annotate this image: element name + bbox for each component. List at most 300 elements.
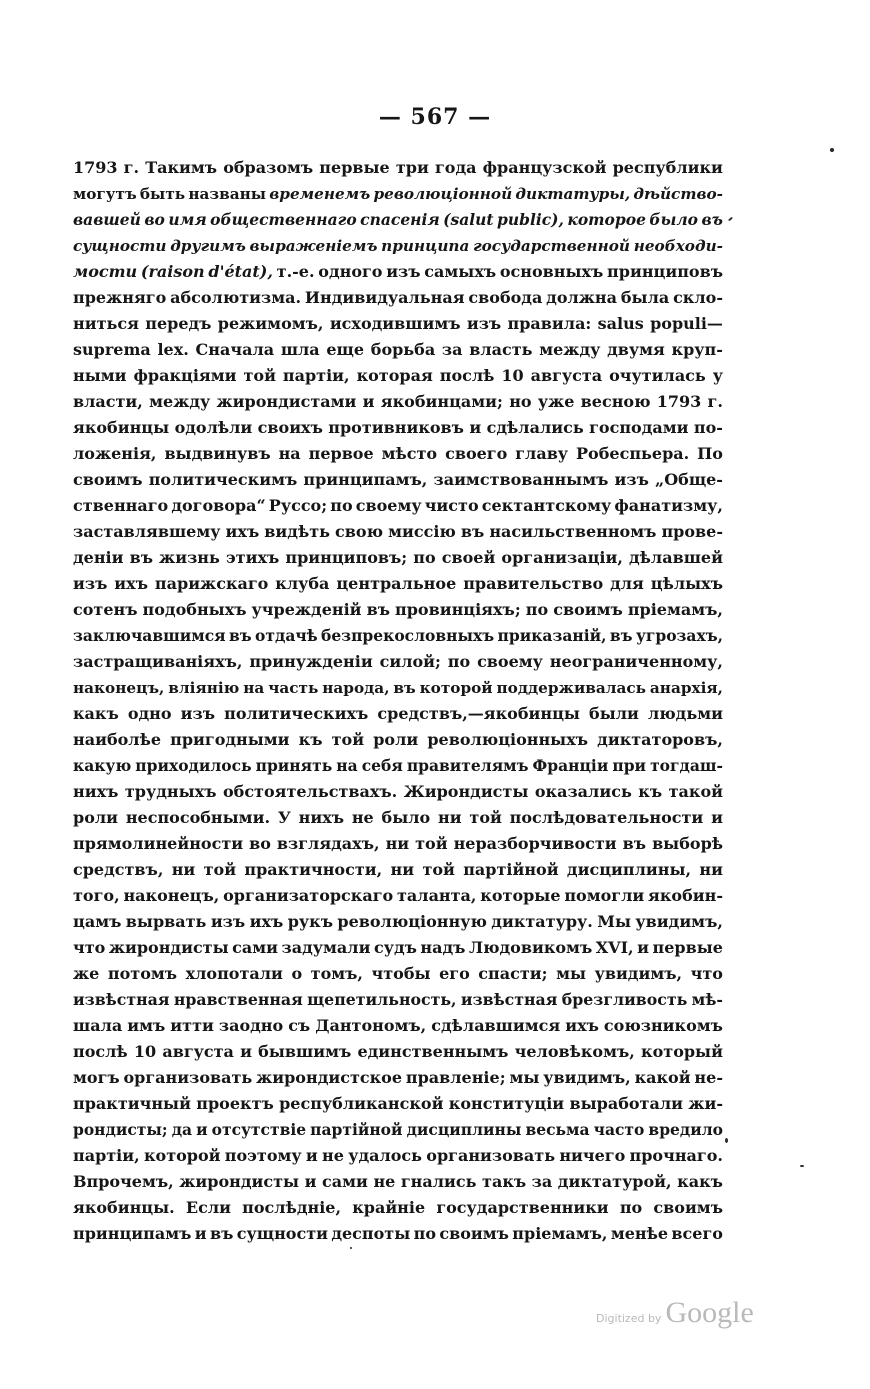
text-line [73,571,723,597]
text-word: главу [515,444,569,463]
text-word: таланта, [397,886,477,905]
text-word: да [171,1120,193,1139]
text-word: шла [280,340,320,359]
text-word: этихъ [225,548,280,567]
text-word: ихъ [565,1016,599,1035]
text-word: сотенъ [73,600,138,619]
text-word: якобинцы [73,418,170,437]
text-word: Дантономъ, [315,1016,427,1035]
page-number: — 567 — [378,104,492,130]
text-word: изъ [614,470,649,489]
text-word: всего [671,1224,723,1243]
text-word: по [525,600,549,619]
text-word: хлопотали [185,964,283,983]
text-word: французской [482,158,607,177]
text-word: не [373,1172,396,1191]
text-word: извѣстная [73,990,170,1009]
text-word: должна [546,288,618,307]
text-word: У [277,808,291,827]
text-word: по- [693,418,723,437]
text-word: первые [319,158,390,177]
text-word: populi— [650,314,723,333]
text-word: партійной [310,1120,403,1139]
text-word: первое [308,444,374,463]
text-word: Впрочемъ, [73,1172,174,1191]
text-word: людьми [647,704,723,723]
text-word: поэтому [224,1146,302,1165]
text-word: принциповъ; [285,548,408,567]
text-word: задумали [281,938,371,957]
text-word: имя [168,210,207,229]
text-word: прежняго [73,288,167,307]
text-word: своимъ [653,1198,723,1217]
text-word: ни [699,860,723,879]
text-word: фанатизму, [614,496,723,515]
text-word: нихъ [73,782,119,801]
text-word: г. [123,158,140,177]
text-word: временемъ [269,185,371,203]
text-word: республиканской [279,1094,444,1113]
text-word: сдѣлались [486,418,584,437]
text-word: пріемамъ, [627,600,723,619]
text-word: ственнаго [73,496,169,515]
text-word: той [415,834,448,853]
text-word: ихъ [225,522,260,541]
text-word: во [249,834,271,853]
text-line [73,1091,723,1117]
text-word: парижскаго [154,574,269,593]
text-word: прямолинейности [73,834,244,853]
text-word: центральное [336,574,457,593]
text-word: борьба [370,340,436,359]
text-word: якобинцами; [380,392,503,411]
text-word: деспоты [331,1224,411,1243]
text-word: двумя [607,340,665,359]
text-word: правителямъ [406,756,529,775]
text-word: неограниченному, [549,652,723,671]
text-word: какъ [73,704,119,723]
text-word: своимъ [439,1224,509,1243]
text-word: политическихъ [224,704,369,723]
text-word: партіи, [282,366,350,385]
text-word: какую [73,756,132,775]
text-line [73,857,723,883]
text-word: той [243,366,276,385]
text-line [73,363,723,389]
text-word: и [304,1172,317,1191]
text-word: выраженіемъ [249,237,378,255]
text-word: 10 [133,1042,157,1061]
text-word: выдвинувъ [164,444,271,463]
text-line [73,805,723,831]
text-word: Франціи [532,756,609,775]
text-word: роли [373,730,419,749]
scan-speck [725,1138,728,1143]
text-word: часть [268,679,319,697]
text-word: застращиваніяхъ, [73,652,243,671]
text-word: могутъ [73,185,137,203]
text-word: неспособными. [125,808,271,827]
text-line [73,415,723,441]
text-line [73,935,723,961]
text-word: рондисты; [73,1120,168,1139]
text-word: Индивидуальная [304,288,465,307]
text-word: скло- [673,288,723,307]
text-word: изъ [73,574,108,593]
text-word: въ [366,600,390,619]
text-word: Такимъ [145,158,218,177]
text-word: по [447,652,471,671]
text-word: цамъ [73,912,122,931]
text-word: принять [255,756,333,775]
text-word: видѣть [264,522,330,541]
text-word: весьма [525,1120,590,1139]
text-word: его [439,964,470,983]
text-word: договора“ [171,496,266,515]
text-word: Людовикомъ [468,938,593,957]
text-word: въ [622,834,647,853]
text-word: круп- [671,340,723,359]
text-line [73,519,723,545]
text-word: якобин- [648,886,723,905]
text-word: наконецъ, [73,679,165,697]
text-word: средствъ,—якобинцы [377,704,580,723]
text-word: чисто [424,496,479,515]
text-word: за [441,340,463,359]
text-line [73,1169,723,1195]
text-word: принципа [381,237,470,255]
text-word: пригодными [170,730,290,749]
text-word: 10 [501,366,524,385]
text-word: партіи, [73,1146,140,1165]
text-word: поддерживалась [496,679,646,697]
text-word: приказаній, [497,626,607,645]
scan-speck [830,148,834,152]
text-word: основныхъ [499,262,604,281]
text-word: государственники [436,1198,609,1217]
text-line [73,233,723,259]
text-word: щепетильность, [307,990,457,1009]
text-word: передъ [145,314,212,333]
text-word: мы [509,1068,540,1087]
text-line [73,493,723,519]
text-line [73,207,723,233]
text-word: и [305,1146,318,1165]
text-word: самыхъ [424,262,497,281]
text-word: практичный [73,1094,191,1113]
text-word: отсутствіе [211,1120,307,1139]
text-word: своему [477,652,543,671]
text-word: не [322,1146,344,1165]
text-word: которой [143,1146,221,1165]
text-word: ложенія, [73,444,157,463]
text-word: къ [298,730,323,749]
text-word: подобныхъ [142,600,247,619]
text-word: обстоятельствахъ. [222,782,398,801]
text-word: изъ [386,262,421,281]
text-line [73,1039,723,1065]
text-word: который [641,1042,723,1061]
text-word: цѣлыхъ [650,574,723,593]
text-word: ничего [559,1146,626,1165]
text-line [73,259,723,285]
text-word: революціонной [373,185,513,203]
text-word: года [434,158,477,177]
text-word: уже [537,392,575,411]
text-word: была [620,288,670,307]
text-word: фракціями [133,366,237,385]
text-word: гнались [400,1172,477,1191]
text-line [73,831,723,857]
text-word: какой [634,1068,691,1087]
text-word: республики [612,158,723,177]
text-word: по [619,1198,643,1217]
text-line [73,1195,723,1221]
text-word: такъ [482,1172,527,1191]
text-word: своимъ [73,470,143,489]
text-word: названы [188,185,267,203]
text-word: одно [127,704,172,723]
text-word: взглядахъ, [276,834,380,853]
text-line [73,753,723,779]
text-word: не [351,808,374,827]
text-word: въ [229,626,252,645]
text-word: роли [73,808,119,827]
text-word: (salut [443,210,494,229]
text-word: вырвать [125,912,207,931]
text-line [73,623,723,649]
text-word: которые [480,886,561,905]
text-word: безпрекословныхъ [320,626,495,645]
text-word: власти, [73,392,143,411]
text-word: ни [385,834,410,853]
text-word: учрежденій [251,600,362,619]
text-word: было [381,808,431,827]
text-word: прове- [661,522,723,541]
text-word: свою [335,522,383,541]
text-word: могъ [73,1068,120,1087]
text-word: увидимъ, [635,912,723,931]
text-word: революціонную [337,912,487,931]
text-word: того, [73,886,120,905]
scan-speck [350,1247,352,1249]
text-word: изъ [210,912,246,931]
text-word: своей [441,548,496,567]
text-line [73,155,723,181]
text-word: принужденіи [249,652,373,671]
digitized-by-google-watermark [596,1296,754,1330]
text-line [73,1117,723,1143]
text-word: государственной [473,237,631,255]
text-word: проектъ [196,1094,274,1113]
text-word: и [194,1224,207,1243]
text-line [73,389,723,415]
text-word: правительство [463,574,604,593]
text-word: какъ [677,1172,723,1191]
text-word: на [278,444,301,463]
text-word: конституціи [448,1094,565,1113]
text-word: своимъ [553,600,623,619]
text-word: провинціяхъ; [395,600,521,619]
text-word: по [330,496,353,515]
text-word: деніи [73,548,124,567]
text-word: изъ [466,314,502,333]
text-word: ихъ [114,574,148,593]
text-word: дѣйство- [633,185,723,203]
text-word: народа, [322,679,390,697]
text-word: еще [326,340,365,359]
text-word: принципамъ, [303,470,428,489]
text-word: о [291,964,303,983]
text-line [73,597,723,623]
text-word: организаціи, [501,548,623,567]
text-word: отдачѣ [255,626,318,645]
text-word: потомъ [107,964,178,983]
text-word: принциповъ [607,262,723,281]
text-word: помогли [564,886,645,905]
google-logo-text: Google [665,1296,754,1329]
text-word: Мы [597,912,631,931]
text-line [73,1065,723,1091]
text-word: той [469,808,502,827]
text-word: дѣлавшей [629,548,723,567]
text-word: сдѣлавшимся [431,1016,561,1035]
text-word: наконецъ, [123,886,220,905]
text-word: ни [171,860,196,879]
text-word: жи- [688,1094,723,1113]
text-word: жирондисты [179,1172,300,1191]
text-word: принципамъ [73,1224,192,1243]
text-word: свобода [468,288,543,307]
text-word: жизнь [159,548,220,567]
text-word: (raison [140,262,205,281]
text-word: миссію [388,522,456,541]
text-word: къ [638,782,663,801]
text-word: вліянію [168,679,240,697]
text-word: которое [567,210,646,229]
text-word: что [690,964,723,983]
text-word: средствъ, [73,860,164,879]
text-word: другимъ [170,237,246,255]
text-word: сами [232,938,279,957]
text-word: бывшимъ [258,1042,352,1061]
text-word: г. [707,392,723,411]
text-word: августа [162,1042,234,1061]
text-line [73,311,723,337]
text-word: XVI, [595,938,634,957]
text-line [73,987,723,1013]
text-word: диктатуру. [491,912,593,931]
text-word: быть [139,185,186,203]
text-line [73,337,723,363]
text-word: первые [652,938,723,957]
text-word: политическимъ [148,470,298,489]
text-word: salus [597,314,644,333]
text-word: клуба [275,574,330,593]
text-word: послѣ [73,1042,128,1061]
text-word: единственнымъ [357,1042,509,1061]
text-word: той [203,860,237,879]
text-word: и [711,808,723,827]
text-line [73,883,723,909]
text-word: власть [469,340,533,359]
text-word: же [73,964,100,983]
text-line [73,1013,723,1039]
text-word: августа [530,366,603,385]
text-word: но [509,392,532,411]
text-word: послѣ [439,366,495,385]
text-word: силой; [379,652,441,671]
text-line [73,1143,723,1169]
text-word: тогдаш- [650,756,723,775]
text-word: жирондистское [256,1068,403,1087]
text-word: заодно [218,1016,284,1035]
text-word: весною [580,392,651,411]
text-word: судъ [373,938,417,957]
text-word: партійной [463,860,559,879]
text-word: Сначала [195,340,275,359]
scan-speck [800,1165,804,1167]
text-word: крайніе [352,1198,426,1217]
text-word: 1793 [73,158,118,177]
text-word: чтобы [371,964,431,983]
text-word: мости [73,262,138,281]
text-word: заставлявшему [73,522,221,541]
text-word: очутилась [609,366,706,385]
text-line [73,779,723,805]
text-word: не- [694,1068,723,1087]
text-line [73,545,723,571]
text-word: мы [556,964,587,983]
text-word: той [331,730,365,749]
text-word: удалось [348,1146,423,1165]
text-word: господами [589,418,689,437]
text-word: угрозахъ, [635,626,723,645]
text-word: наиболѣе [73,730,161,749]
text-word: итти [170,1016,214,1035]
text-word: диктатуры, [515,185,631,203]
text-word: вавшей [73,210,141,229]
text-word: на [243,679,265,697]
text-word: исходившимъ [329,314,461,333]
text-word: имъ [127,1016,166,1035]
text-word: для [610,574,644,593]
text-word: увидимъ, [543,1068,631,1087]
text-word: послѣдовательности [509,808,704,827]
text-word: по [413,1224,436,1243]
text-word: ными [73,366,127,385]
text-word: выработали [569,1094,683,1113]
text-word: неразборчивости [453,834,617,853]
text-line [73,675,723,701]
text-word: анархія, [649,679,723,697]
text-word: правила: [507,314,592,333]
text-word: въ [701,210,723,229]
text-word: абсолютизма. [170,288,302,307]
text-word: было [649,210,699,229]
text-word: организаторскаго [223,886,394,905]
text-word: въ [393,679,416,697]
text-word: по [413,548,436,567]
text-word: на [336,756,358,775]
text-word: были [589,704,639,723]
text-word: при [612,756,647,775]
text-word: образомъ [223,158,314,177]
text-word: и [240,1042,252,1061]
text-word: нравственная [173,990,303,1009]
text-word: Жирондисты [403,782,529,801]
text-word: насильственномъ [489,522,657,541]
